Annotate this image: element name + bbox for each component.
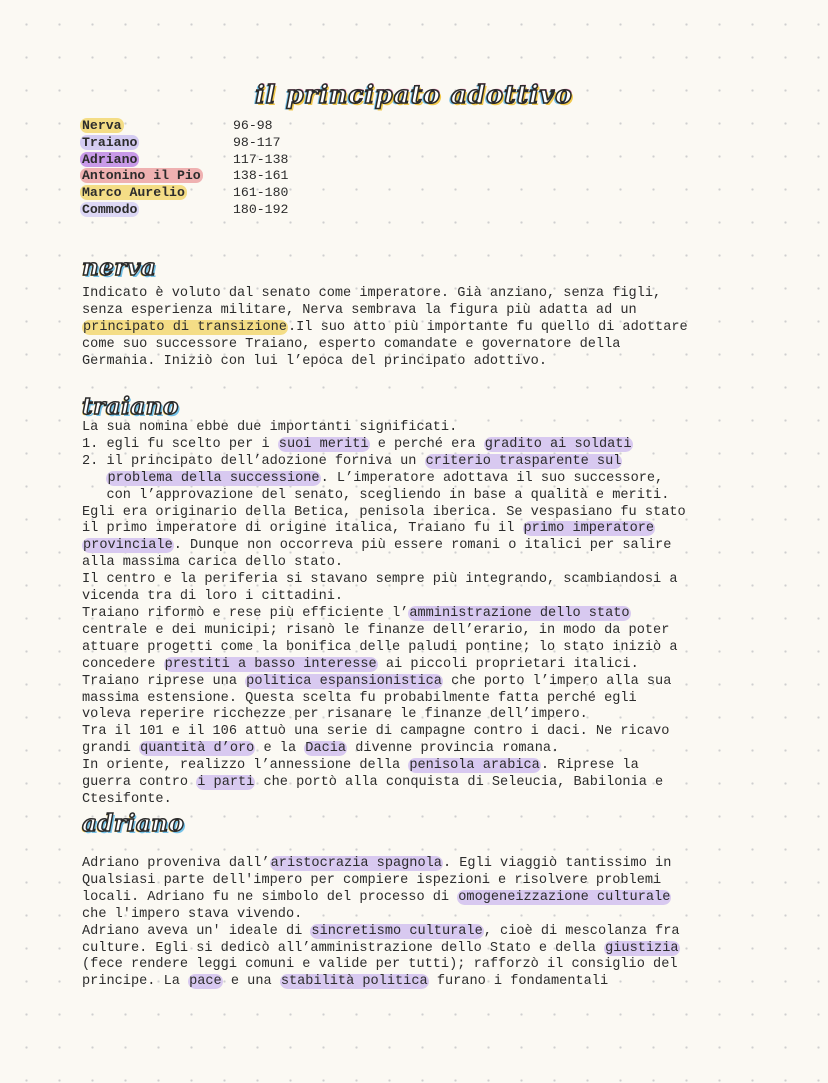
highlight: principato di transizione (83, 319, 287, 335)
emperor-name: Adriano (82, 151, 138, 167)
emperor-name: Antonino il Pio (82, 168, 201, 184)
emperor-row (80, 135, 288, 152)
highlight: aristocrazia spagnola (270, 856, 442, 871)
nerva-paragraph: Indicato è voluto dal senato come imperatore. Già anziano, senza figli, senza esperienza militare, Nerva sembrava la figura più adatta ad un principato di transizione.Il suo atto più importante fu quello di adottare come suo successore Traiano, esperto comandate e governatore della Germania. Iniziò con lui l’epoca del principato adottivo. (82, 286, 688, 369)
adriano-paragraph: Adriano proveniva dall’aristocrazia spagnola. Egli viaggiò tantissimo in Qualsiasi parte dell'impero per compiere ispezioni e risolvere problemi locali. Adriano fu ne simbolo del processo di omogeneizzazione culturale che l'impero stava vivendo. Adriano aveva un' ideale di sincretismo culturale, cioè di mescolanza fra culture. Egli si dedicò all’amministrazione dello Stato e della giustizia (fece rendere leggi comuni e valide per tutti); rafforzò il consiglio del principe. La pace e una stabilità politica furano i fondamentali (82, 856, 680, 990)
section-heading-adriano: adriano (82, 810, 185, 837)
emperor-row (80, 202, 288, 219)
highlight: penisola arabica (409, 758, 540, 774)
emperor-years: 96-98 (233, 118, 273, 133)
highlight: problema della successione (107, 470, 320, 486)
highlight: omogeneizzazione culturale (458, 889, 671, 905)
highlight: giustizia (605, 940, 679, 956)
emperor-years: 117-138 (233, 151, 289, 167)
emperor-years: 98-117 (233, 134, 281, 150)
highlight: quantità d’oro (140, 741, 255, 757)
emperor-row (80, 185, 288, 202)
highlight: suoi meriti (278, 436, 369, 452)
emperor-years: 138-161 (233, 168, 289, 184)
emperor-name: Nerva (82, 118, 122, 133)
highlight: primo imperatore (523, 521, 655, 537)
section-heading-nerva: nerva (82, 254, 157, 281)
emperor-years: 180-192 (233, 201, 289, 217)
highlight: stabilità politica (280, 974, 428, 990)
highlight: amministrazione dello stato (409, 605, 630, 621)
highlight: Dacia (305, 741, 347, 757)
highlight: pace (189, 974, 222, 990)
emperor-row (80, 168, 288, 185)
highlight: provinciale (83, 538, 173, 554)
emperor-list (80, 118, 288, 219)
section-heading-traiano: traiano (82, 393, 179, 420)
highlight: prestiti a basso interesse (164, 656, 377, 672)
highlight: politica espansionistica (246, 673, 442, 689)
highlight: i parti (197, 775, 255, 791)
emperor-name: Traiano (82, 134, 138, 150)
emperor-years: 161-180 (233, 185, 289, 201)
emperor-name: Marco Aurelio (82, 185, 185, 201)
page-title: il principato adottivo (255, 80, 573, 109)
emperor-row (80, 118, 288, 135)
emperor-name: Commodo (82, 201, 138, 217)
highlight: criterio trasparente sul (425, 453, 622, 469)
highlight: gradito ai soldati (484, 436, 632, 452)
highlight: sincretismo culturale (311, 923, 483, 939)
traiano-paragraph: La sua nomina ebbe due importanti significati. 1. egli fu scelto per i suoi meriti e perché era gradito ai soldati 2. il principato dell’adozione forniva un criterio trasparente sul problema della successione. L’imperatore adottava il suo successore, con l’approvazione del senato, scegliendo in base a qualità e meriti. Egli era originario della Betica, penisola iberica. Se vespasiano fu stato il primo imperatore di origine italica, Traiano fu il primo imperatore provinciale. Dunque non occorreva più essere romani o italici per salire alla massima carica dello stato. Il centro e la periferia si stavano sempre più integrando, scambiandosi a vicenda tra di loro i cittadini. Traiano riformò e rese più efficiente l’amministrazione dello stato centrale e dei municipi; risanò le finanze dell’erario, in modo da poter attuare progetti come la bonifica delle paludi pontine; lo stato iniziò a concedere prestiti a basso interesse ai piccoli proprietari italici. Traiano riprese una politica espansionistica che porto l’impero alla sua massima estensione. Questa scelta fu probabilmente fatta perché egli voleva reperire ricchezze per risanare le finanze dell’impero. Tra il 101 e il 106 attuò una serie di campagne contro i daci. Ne ricavo grandi quantità d’oro e la Dacia divenne provincia romana. In oriente, realizzo l’annessione della penisola arabica. Riprese la guerra contro i parti che portò alla conquista di Seleucia, Babilonia e Ctesifonte. (82, 420, 686, 807)
emperor-row (80, 152, 288, 169)
